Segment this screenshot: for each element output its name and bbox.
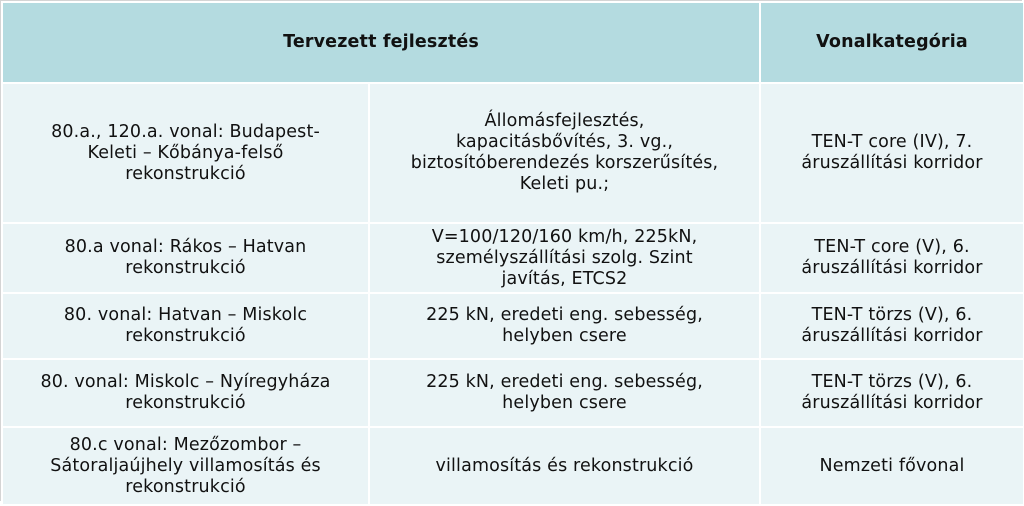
cell-line: Keleti pu.; bbox=[519, 174, 610, 194]
cell-line: rekonstrukció bbox=[125, 163, 246, 184]
cell-line: áruszállítási korridor bbox=[801, 393, 983, 413]
header-line-category: Vonalkategória bbox=[760, 2, 1024, 83]
cell-category bbox=[760, 293, 1024, 359]
cell-line: 80.a vonal: Rákos – Hatvan bbox=[64, 237, 307, 257]
cell-line: TEN-T törzs (V), 6. bbox=[811, 372, 973, 392]
cell-line: kapacitásbővítés, 3. vg., bbox=[455, 132, 674, 152]
cell-line: helyben csere bbox=[502, 393, 627, 413]
cell-line: 80. vonal: Hatvan – Miskolc bbox=[63, 305, 308, 325]
cell-project bbox=[2, 83, 369, 223]
cell-details bbox=[369, 293, 760, 359]
cell-details bbox=[369, 223, 760, 293]
cell-line: TEN-T törzs (V), 6. bbox=[811, 305, 973, 325]
cell-details bbox=[369, 83, 760, 223]
cell-line: 225 kN, eredeti eng. sebesség, bbox=[426, 305, 703, 325]
cell-project bbox=[2, 427, 369, 505]
cell-project bbox=[2, 293, 369, 359]
cell-category bbox=[760, 427, 1024, 505]
cell-line: Sátoraljaújhely villamosítás és bbox=[50, 455, 321, 476]
header-planned-development: Tervezett fejlesztés bbox=[2, 2, 760, 83]
table-row bbox=[2, 427, 1024, 505]
cell-line: áruszállítási korridor bbox=[801, 258, 983, 278]
cell-line: TEN-T core (V), 6. bbox=[814, 237, 970, 257]
cell-category bbox=[760, 359, 1024, 427]
cell-line: 80.a., 120.a. vonal: Budapest- bbox=[51, 121, 320, 142]
cell-line: személyszállítási szolg. Szint bbox=[436, 247, 693, 268]
cell-project bbox=[2, 223, 369, 293]
cell-line: javítás, ETCS2 bbox=[501, 268, 628, 289]
cell-project bbox=[2, 359, 369, 427]
cell-category bbox=[760, 223, 1024, 293]
cell-line: biztosítóberendezés korszerűsítés, bbox=[410, 153, 719, 173]
cell-line: 80. vonal: Miskolc – Nyíregyháza bbox=[40, 372, 331, 392]
cell-line: 80.c vonal: Mezőzombor – bbox=[69, 434, 302, 455]
cell-line: helyben csere bbox=[502, 326, 627, 346]
cell-line: Állomásfejlesztés, bbox=[484, 111, 645, 131]
cell-line: rekonstrukció bbox=[125, 476, 246, 497]
cell-category bbox=[760, 83, 1024, 223]
table-row bbox=[2, 359, 1024, 427]
table-header-row bbox=[2, 2, 1024, 83]
cell-line: rekonstrukció bbox=[125, 258, 246, 278]
table-row bbox=[2, 223, 1024, 293]
cell-line: áruszállítási korridor bbox=[801, 326, 983, 346]
cell-details bbox=[369, 359, 760, 427]
cell-line: áruszállítási korridor bbox=[801, 153, 983, 173]
table-row bbox=[2, 83, 1024, 223]
cell-line: Keleti – Kőbánya-felső bbox=[87, 142, 284, 163]
cell-details bbox=[369, 427, 760, 505]
development-table bbox=[1, 1, 1024, 506]
cell-line: rekonstrukció bbox=[125, 326, 246, 346]
table-row bbox=[2, 293, 1024, 359]
cell-line: TEN-T core (IV), 7. bbox=[811, 132, 973, 152]
cell-line: rekonstrukció bbox=[125, 393, 246, 413]
cell-line: 225 kN, eredeti eng. sebesség, bbox=[426, 372, 703, 392]
cell-line: Nemzeti fővonal bbox=[819, 455, 965, 476]
cell-line: villamosítás és rekonstrukció bbox=[435, 455, 694, 476]
cell-line: V=100/120/160 km/h, 225kN, bbox=[431, 226, 698, 247]
